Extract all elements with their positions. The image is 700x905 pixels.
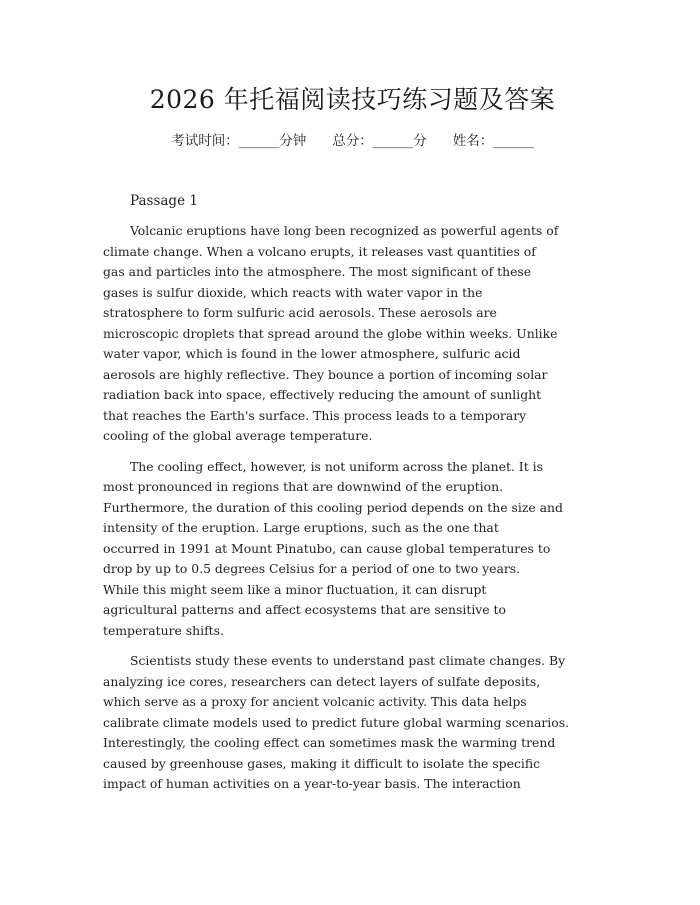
text-line: caused by greenhouse gases, making it difficult to isolate the specific (103, 755, 541, 771)
text-line: gas and particles into the atmosphere. The most significant of these (103, 264, 532, 279)
text-line: stratosphere to form sulfuric acid aerosols. These aerosols are (103, 305, 497, 320)
text-line: Scientists study these events to understand past climate changes. By (130, 653, 566, 668)
paragraph-3 (103, 651, 602, 795)
passage-label: Passage 1 (130, 193, 198, 209)
text-line: While this might seem like a minor fluctuation, it can disrupt (103, 581, 487, 597)
text-line: aerosols are highly reflective. They bounce a portion of incoming solar (103, 366, 548, 382)
text-line: calibrate climate models used to predict future global warming scenarios. (103, 714, 570, 730)
total-score-field: 总分：______分 (332, 133, 427, 149)
text-line: The cooling effect, however, is not uniform across the planet. It is (130, 458, 543, 474)
text-line: most pronounced in regions that are downwind of the eruption. (103, 479, 504, 494)
text-line: occurred in 1991 at Mount Pinatubo, can cause global temperatures to (103, 540, 551, 556)
paragraph-2 (103, 457, 602, 642)
text-line: agricultural patterns and affect ecosystems that are sensitive to (103, 602, 506, 617)
text-line: cooling of the global average temperature. (103, 428, 373, 443)
passage-body (103, 221, 602, 795)
text-line: water vapor, which is found in the lower atmosphere, sulfuric acid (103, 346, 521, 361)
text-line: Interestingly, the cooling effect can sometimes mask the warming trend (103, 735, 556, 750)
text-line: gases is sulfur dioxide, which reacts with water vapor in the (103, 284, 483, 300)
text-line: drop by up to 0.5 degrees Celsius for a period of one to two years. (103, 561, 521, 576)
text-line: that reaches the Earth's surface. This process leads to a temporary (103, 407, 527, 423)
text-line: impact of human activities on a year-to-year basis. The interaction (103, 776, 521, 791)
text-line: Furthermore, the duration of this cooling period depends on the size and (103, 499, 563, 515)
text-line: Volcanic eruptions have long been recognized as powerful agents of (130, 223, 559, 238)
text-line: intensity of the eruption. Large eruptions, such as the one that (103, 520, 499, 535)
text-line: which serve as a proxy for ancient volcanic activity. This data helps (103, 694, 527, 709)
text-line: temperature shifts. (103, 622, 224, 638)
paragraph-1 (103, 221, 602, 447)
student-name-field: 姓名：______ (452, 133, 534, 149)
text-line: microscopic droplets that spread around the globe within weeks. Unlike (103, 325, 558, 341)
exam-time-field: 考试时间：______分钟 (171, 133, 307, 149)
text-line: analyzing ice cores, researchers can detect layers of sulfate deposits, (103, 673, 541, 689)
page-title: 2026 年托福阅读技巧练习题及答案 (149, 85, 556, 114)
text-line: radiation back into space, effectively reducing the amount of sunlight (103, 387, 542, 402)
exam-info-line (103, 131, 602, 151)
text-line: climate change. When a volcano erupts, it releases vast quantities of (103, 243, 536, 259)
